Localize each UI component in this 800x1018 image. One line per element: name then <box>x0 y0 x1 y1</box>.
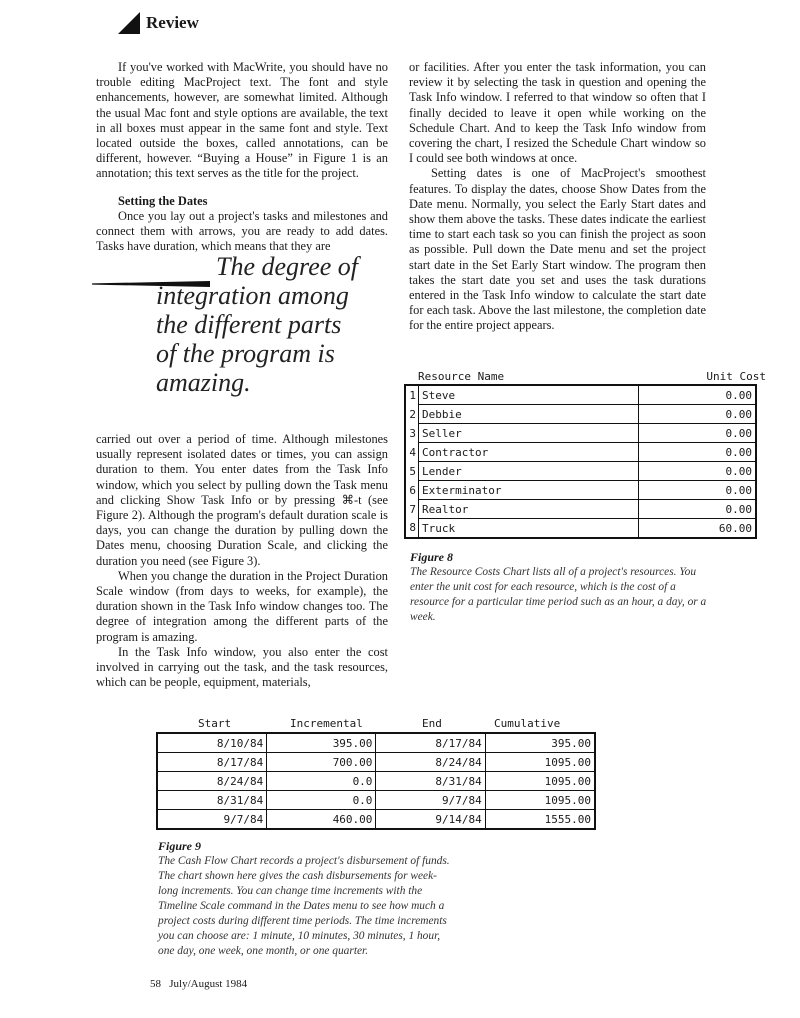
cumulative-cell: 1095.00 <box>485 753 595 772</box>
resource-table-header <box>392 368 777 384</box>
end-cell: 8/24/84 <box>376 753 485 772</box>
figure-caption-text: The Cash Flow Chart records a project's disbursement of funds. The chart shown here gives the cash disbursements for week-long increments. You can change time increments with the Timeline Scale command in the Dates menu to see how much a project costs during different time periods. The time increments you can choose are: 1 minute, 10 minutes, 30 minutes, 1 hour, one day, one week, one month, or one quarter. <box>158 855 450 957</box>
cash-flow-chart <box>156 716 596 830</box>
start-cell: 8/10/84 <box>157 733 267 753</box>
pull-quote-line: amazing. <box>156 368 251 397</box>
unit-cost-header: Unit Cost <box>706 370 766 383</box>
resource-costs-chart <box>392 368 777 539</box>
resource-name-cell: Seller <box>419 424 639 443</box>
pull-quote-line: integration among <box>156 281 349 310</box>
unit-cost-cell: 60.00 <box>639 519 757 539</box>
start-cell: 9/7/84 <box>157 810 267 830</box>
row-index: 5 <box>409 464 416 478</box>
pull-quote <box>92 248 392 428</box>
cash-flow-header <box>156 716 596 732</box>
table-row <box>405 405 756 424</box>
figure-label: Figure 8 <box>410 550 454 564</box>
incremental-cell: 700.00 <box>267 753 376 772</box>
resource-name-cell: Exterminator <box>419 481 639 500</box>
row-index: 1 <box>409 388 416 402</box>
unit-cost-cell: 0.00 <box>639 405 757 424</box>
row-index: 3 <box>409 426 416 440</box>
unit-cost-cell: 0.00 <box>639 443 757 462</box>
start-header: Start <box>198 717 232 730</box>
paragraph-continued: or facilities. After you enter the task information, you can review it by selecting the task in question and opening the Task Info window. I referred to that window so often that I finally decided to leave it open while working on the Schedule Chart. And to keep the Task Info window from covering the chart, I resized the Schedule Chart window so I could see both windows at once. <box>409 60 706 166</box>
pull-quote-line: of the program is <box>156 339 335 368</box>
resource-name-cell: Truck <box>419 519 639 539</box>
table-row <box>405 519 756 539</box>
resource-name-cell: Debbie <box>419 405 639 424</box>
table-row <box>157 733 595 753</box>
unit-cost-cell: 0.00 <box>639 500 757 519</box>
table-row <box>157 791 595 810</box>
table-row <box>157 772 595 791</box>
figure-8-caption <box>410 547 710 625</box>
row-index: 7 <box>409 502 416 516</box>
table-row <box>405 424 756 443</box>
table-row <box>405 481 756 500</box>
pull-quote-line: The degree of <box>216 252 358 281</box>
paragraph: Setting dates is one of MacProject's smoothest features. To display the dates, choose Show Dates from the Date menu. Normally, you select the Early Start dates and show them above the tasks. These dates indicate the earliest time to start each task so you can finish the project as soon as possible. Pull down the Date menu and set the project start date in the Set Early Start window. The program then takes the start date you set and uses the task durations entered in the Task Info window to calculate the start date for each task. Above the last milestone, the completion date for the entire project appears. <box>409 166 706 333</box>
subheading: Setting the Dates <box>118 193 208 208</box>
table-row <box>405 462 756 481</box>
resource-name-header: Resource Name <box>418 370 505 383</box>
resource-name-cell: Lender <box>419 462 639 481</box>
end-cell: 8/17/84 <box>376 733 485 753</box>
start-cell: 8/31/84 <box>157 791 267 810</box>
row-index: 4 <box>409 445 416 459</box>
left-column-top <box>96 60 388 254</box>
row-index: 2 <box>409 407 416 421</box>
paragraph: When you change the duration in the Project Duration Scale window (from days to weeks, for example), the duration shown in the Task Info window changes too. The degree of integration among the different parts of the program is amazing. <box>96 568 388 644</box>
end-cell: 9/7/84 <box>376 791 485 810</box>
figure-caption-text: The Resource Costs Chart lists all of a project's resources. You enter the unit cost for each resource, which is the cost of a resource for a particular time period such as an hour, a day, or a week. <box>410 566 707 623</box>
resource-table <box>404 384 757 539</box>
pull-quote-text <box>156 252 396 397</box>
start-cell: 8/24/84 <box>157 772 267 791</box>
incremental-cell: 395.00 <box>267 733 376 753</box>
figure-9-caption <box>158 836 454 959</box>
resource-name-cell: Contractor <box>419 443 639 462</box>
start-cell: 8/17/84 <box>157 753 267 772</box>
resource-name-cell: Realtor <box>419 500 639 519</box>
page-header <box>118 10 199 36</box>
figure-label: Figure 9 <box>158 839 202 853</box>
cumulative-cell: 1095.00 <box>485 772 595 791</box>
unit-cost-cell: 0.00 <box>639 424 757 443</box>
row-index: 6 <box>409 483 416 497</box>
incremental-header: Incremental <box>290 717 363 730</box>
section-title: Review <box>146 13 199 32</box>
incremental-cell: 0.0 <box>267 772 376 791</box>
table-row <box>157 753 595 772</box>
table-row <box>405 385 756 405</box>
unit-cost-cell: 0.00 <box>639 462 757 481</box>
incremental-cell: 460.00 <box>267 810 376 830</box>
left-column-bottom <box>96 432 388 690</box>
cumulative-cell: 395.00 <box>485 733 595 753</box>
end-cell: 9/14/84 <box>376 810 485 830</box>
table-row <box>405 500 756 519</box>
unit-cost-cell: 0.00 <box>639 385 757 405</box>
cash-flow-table <box>156 732 596 830</box>
cumulative-cell: 1095.00 <box>485 791 595 810</box>
resource-name-cell: Steve <box>419 385 639 405</box>
paragraph: In the Task Info window, you also enter the cost involved in carrying out the task, and the task resources, which can be people, equipment, materials, <box>96 644 388 690</box>
end-cell: 8/31/84 <box>376 772 485 791</box>
paragraph: If you've worked with MacWrite, you should have no trouble editing MacProject text. The font and style enhancements, however, are somewhat limited. Although the usual Mac font and style options are available, the text in all boxes must appear in the same font and style. Text located outside the boxes, called annotations, can be different, however. “Buying a House” in Figure 1 is an annotation; this text serves as the title for the project. <box>96 60 388 181</box>
triangle-marker-icon <box>118 12 140 34</box>
cumulative-header: Cumulative <box>494 717 561 730</box>
incremental-cell: 0.0 <box>267 791 376 810</box>
end-header: End <box>422 717 442 730</box>
row-index: 8 <box>409 521 416 535</box>
table-row <box>405 443 756 462</box>
table-row <box>157 810 595 830</box>
page-footer: 58 July/August 1984 <box>150 978 248 990</box>
right-column <box>409 60 706 334</box>
cumulative-cell: 1555.00 <box>485 810 595 830</box>
pull-quote-line: the different parts <box>156 310 342 339</box>
paragraph: Once you lay out a project's tasks and milestones and connect them with arrows, you are ready to add dates. Tasks have duration, which means that they are <box>96 208 388 254</box>
unit-cost-cell: 0.00 <box>639 481 757 500</box>
paragraph-continued: carried out over a period of time. Although milestones usually represent isolated dates or times, you can assign duration to them. You enter dates from the Task Info window, which you select by pulling down the Task menu and clicking Show Task Info or by pressing ⌘-t (see Figure 2). Although the program's default duration scale is days, you can change the duration by pulling down the Dates menu, choosing Duration Scale, and clicking the duration you need (see Figure 3). <box>96 432 388 568</box>
